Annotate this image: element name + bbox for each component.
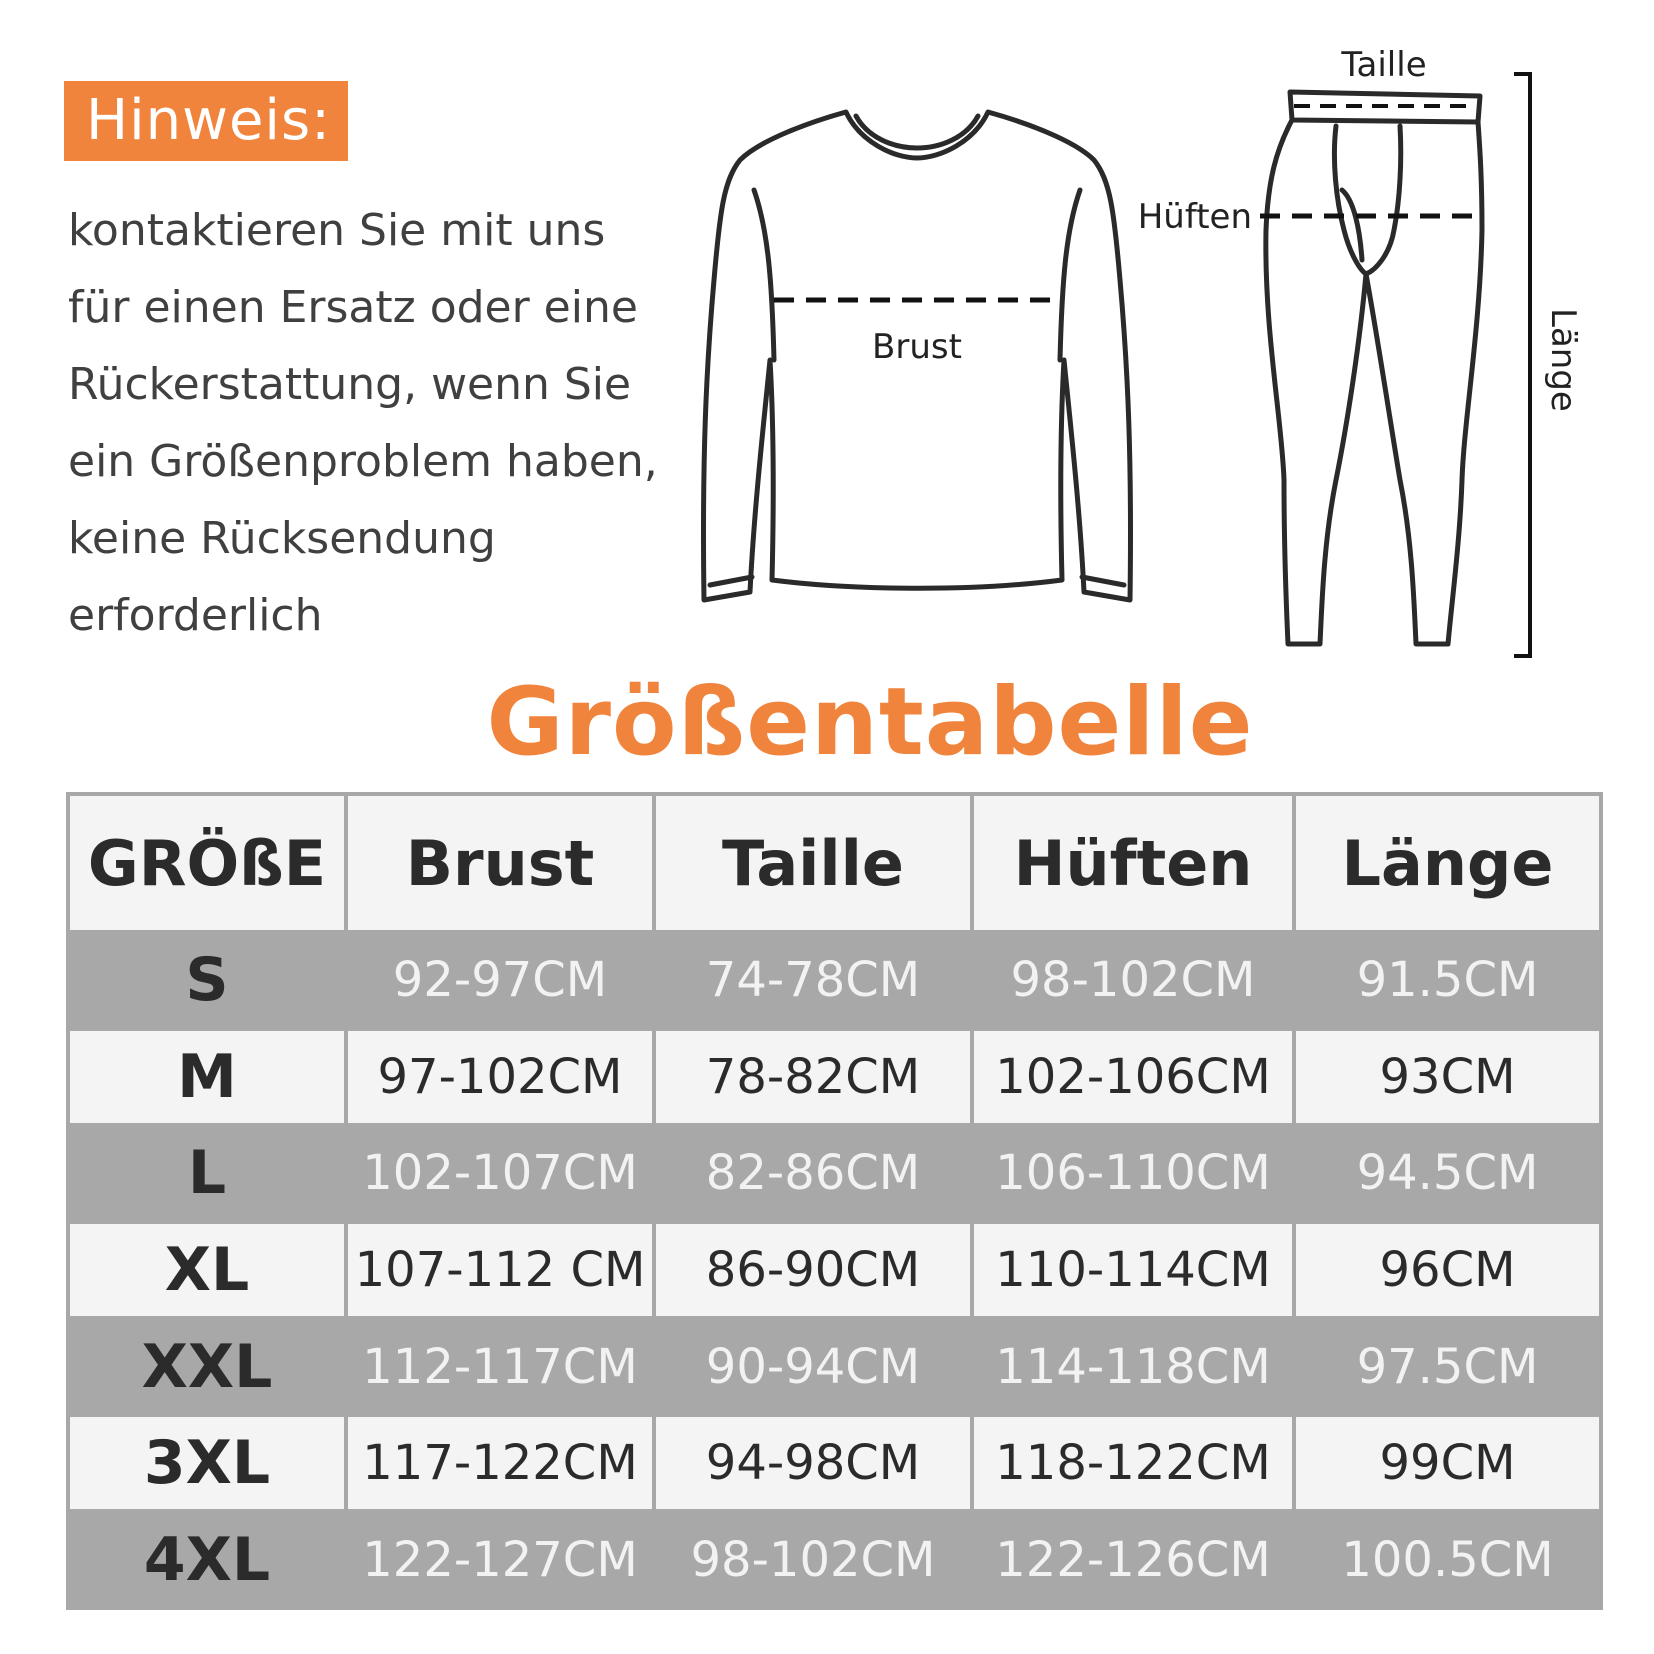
waist-cell: 74-78CM xyxy=(656,934,970,1027)
note-line: erforderlich xyxy=(68,590,323,641)
hips-cell: 106-110CM xyxy=(974,1127,1292,1220)
hips-cell: 114-118CM xyxy=(974,1320,1292,1413)
hips-cell: 102-106CM xyxy=(974,1031,1292,1124)
size-chart-title: Größentabelle xyxy=(486,668,1254,777)
length-bracket xyxy=(1514,74,1530,656)
header-hips: Hüften xyxy=(974,796,1292,930)
chest-cell: 97-102CM xyxy=(348,1031,652,1124)
length-cell: 99CM xyxy=(1296,1417,1599,1510)
length-cell: 100.5CM xyxy=(1296,1513,1599,1606)
note-line: keine Rücksendung xyxy=(68,513,496,564)
note-line: ein Größenproblem haben, xyxy=(68,436,658,487)
waist-label: Taille xyxy=(1341,45,1427,85)
hips-cell: 122-126CM xyxy=(974,1513,1292,1606)
table-row xyxy=(70,1031,1599,1124)
table-row xyxy=(70,1417,1599,1510)
size-cell: L xyxy=(70,1127,344,1220)
chest-cell: 122-127CM xyxy=(348,1513,652,1606)
waist-cell: 78-82CM xyxy=(656,1031,970,1124)
chest-label: Brust xyxy=(872,327,962,367)
waist-cell: 90-94CM xyxy=(656,1320,970,1413)
chest-cell: 107-112 CM xyxy=(348,1224,652,1317)
waist-cell: 98-102CM xyxy=(656,1513,970,1606)
length-cell: 97.5CM xyxy=(1296,1320,1599,1413)
measurement-illustration xyxy=(690,40,1590,680)
table-row xyxy=(70,1320,1599,1413)
table-row xyxy=(70,1127,1599,1220)
chest-cell: 112-117CM xyxy=(348,1320,652,1413)
note-line: kontaktieren Sie mit uns xyxy=(68,205,606,256)
size-cell: XXL xyxy=(70,1320,344,1413)
size-cell: S xyxy=(70,934,344,1027)
header-size: GRÖßE xyxy=(70,796,344,930)
note-text xyxy=(68,192,688,654)
size-cell: M xyxy=(70,1031,344,1124)
table-header-row xyxy=(70,796,1599,930)
hips-cell: 98-102CM xyxy=(974,934,1292,1027)
waist-cell: 82-86CM xyxy=(656,1127,970,1220)
chest-cell: 102-107CM xyxy=(348,1127,652,1220)
table-row xyxy=(70,934,1599,1027)
pants-icon xyxy=(1266,92,1482,644)
header-chest: Brust xyxy=(348,796,652,930)
chest-cell: 92-97CM xyxy=(348,934,652,1027)
note-line: für einen Ersatz oder eine xyxy=(68,282,638,333)
size-table xyxy=(66,792,1603,1610)
waist-cell: 94-98CM xyxy=(656,1417,970,1510)
length-label: Länge xyxy=(1543,308,1583,412)
waist-cell: 86-90CM xyxy=(656,1224,970,1317)
note-line: Rückerstattung, wenn Sie xyxy=(68,359,632,410)
length-cell: 94.5CM xyxy=(1296,1127,1599,1220)
length-cell: 91.5CM xyxy=(1296,934,1599,1027)
hips-cell: 110-114CM xyxy=(974,1224,1292,1317)
chest-cell: 117-122CM xyxy=(348,1417,652,1510)
size-cell: XL xyxy=(70,1224,344,1317)
size-cell: 4XL xyxy=(70,1513,344,1606)
table-row xyxy=(70,1513,1599,1606)
header-length: Länge xyxy=(1296,796,1599,930)
note-label: Hinweis: xyxy=(64,81,348,161)
length-cell: 96CM xyxy=(1296,1224,1599,1317)
table-row xyxy=(70,1224,1599,1317)
size-cell: 3XL xyxy=(70,1417,344,1510)
length-cell: 93CM xyxy=(1296,1031,1599,1124)
hips-cell: 118-122CM xyxy=(974,1417,1292,1510)
hip-label: Hüften xyxy=(1137,197,1252,237)
header-waist: Taille xyxy=(656,796,970,930)
